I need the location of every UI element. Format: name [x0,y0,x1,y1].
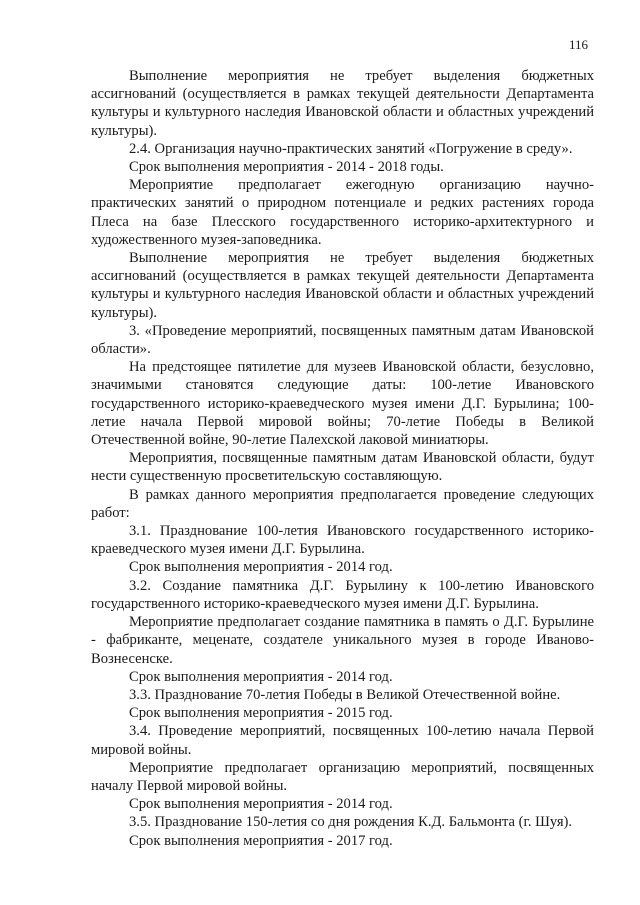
paragraph: На предстоящее пятилетие для музеев Ивановской области, безусловно, значимыми становятся следующие даты: 100-летие Ивановского государственного историко-краеведческого музея имени Д.Г. Бурылина; 100-летие начала Первой мировой войны; 70-летие Победы в Великой Отечественной войне, 90-летие Палехской лаковой миниатюры. [91,359,594,449]
paragraph: Выполнение мероприятия не требует выделения бюджетных ассигнований (осуществляется в рамках текущей деятельности Департамента культуры и культурного наследия Ивановской области и областных учреждений культуры). [91,250,594,321]
paragraph: Мероприятие предполагает создание памятника в память о Д.Г. Бурылине - фабриканте, меценате, создателе уникального музея в городе Иваново-Вознесенске. [91,614,594,667]
paragraph: Мероприятие предполагает организацию мероприятий, посвященных началу Первой мировой войны. [91,759,594,794]
paragraph: 3.5. Празднование 150-летия со дня рождения К.Д. Бальмонта (г. Шуя). [129,814,573,831]
paragraph: В рамках данного мероприятия предполагается проведение следующих работ: [91,486,594,521]
paragraph: Срок выполнения мероприятия - 2017 год. [129,832,393,849]
paragraph: Срок выполнения мероприятия - 2014 год. [129,559,393,576]
paragraph: 3.1. Празднование 100-летия Ивановского государственного историко-краеведческого музея имени Д.Г. Бурылина. [91,523,594,558]
paragraph: 3. «Проведение мероприятий, посвященных памятным датам Ивановской области». [91,322,594,358]
paragraph: Мероприятия, посвященные памятным датам Ивановской области, будут нести существенную просветительскую составляющую. [91,450,594,485]
paragraph: 3.2. Создание памятника Д.Г. Бурылину к 100-летию Ивановского государственного историко-краеведческого музея имени Д.Г. Бурылина. [91,577,594,612]
document-body [91,67,594,850]
paragraph: Мероприятие предполагает ежегодную организацию научно-практических занятий о природном потенциале и редких растениях города Плеса на базе Плесского государственного историко-архитектурного и художественного музея-заповедника. [91,177,594,248]
paragraph: Срок выполнения мероприятия - 2014 год. [129,668,393,685]
paragraph: 2.4. Организация научно-практических занятий «Погружение в среду». [129,140,573,157]
paragraph: Срок выполнения мероприятия - 2014 - 2018 годы. [129,159,444,176]
paragraph: Срок выполнения мероприятия - 2015 год. [129,705,393,722]
paragraph: 3.4. Проведение мероприятий, посвященных 100-летию начала Первой мировой войны. [91,723,594,758]
page-number: 116 [568,37,588,52]
paragraph: Выполнение мероприятия не требует выделения бюджетных ассигнований (осуществляется в рамках текущей деятельности Департамента культуры и культурного наследия Ивановской области и областных учреждений культуры). [91,68,594,139]
paragraph: 3.3. Празднование 70-летия Победы в Великой Отечественной войне. [129,686,561,703]
paragraph: Срок выполнения мероприятия - 2014 год. [129,796,393,813]
